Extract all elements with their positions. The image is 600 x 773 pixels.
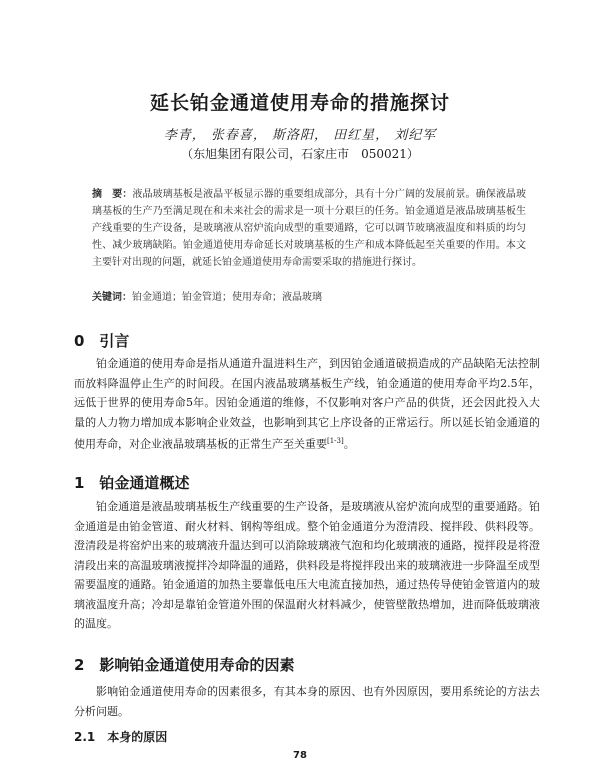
section-heading-overview: 1 铂金通道概述 (74, 474, 190, 492)
keywords (92, 291, 526, 305)
keywords-label: 关键词： (92, 292, 132, 303)
citation-ref: [1-3] (327, 437, 344, 445)
section-paragraph-factors: 影响铂金通道使用寿命的因素很多，有其本身的原因、也有外因原因，要用系统论的方法去分析问题。 (74, 685, 540, 718)
page-number: 78 (293, 750, 307, 761)
abstract (92, 186, 526, 271)
affiliation: （东旭集团有限公司，石家庄市 050021） (181, 147, 419, 161)
section-heading-factors: 2 影响铂金通道使用寿命的因素 (74, 656, 295, 674)
author-list: 李青， 张春喜， 斯洛阳， 田红星， 刘纪军 (163, 128, 437, 143)
section-paragraph-overview: 铂金通道是液晶玻璃基板生产线重要的生产设备，是玻璃液从窑炉流向成型的重要通路。铂金通道是由铂金管道、耐火材料、钢构等组成。整个铂金通道分为澄清段、搅拌段、供料段等。澄清段是将窑炉出来的玻璃液升温达到可以消除玻璃液气泡和均化玻璃液的通路，搅拌段是将澄清段出来的高温玻璃液搅拌冷却降温的通路，供料段是将搅拌段出来的玻璃液进一步降温至成型需要温度的通路。铂金通道的加热主要靠低电压大电流直接加热，通过热传导使铂金管道内的玻璃液温度升高；冷却是靠铂金管道外围的保温耐火材料减少，使管壁散热增加，进而降低玻璃液的温度。 (74, 500, 540, 630)
paper-title: 延长铂金通道使用寿命的措施探讨 (149, 92, 450, 114)
keywords-text: 铂金通道；铂金管道；使用寿命；液晶玻璃 (132, 292, 322, 303)
abstract-text: 液晶玻璃基板是液晶平板显示器的重要组成部分，具有十分广阔的发展前景。确保液晶玻璃基板的生产乃至满足现在和未来社会的需求是一项十分艰巨的任务。铂金通道是液晶玻璃基板生产线重要的生产设备，是玻璃液从窑炉流向成型的重要通路，它可以调节玻璃液温度和料质的均匀性、减少玻璃缺陷。铂金通道使用寿命延长对玻璃基板的生产和成本降低起至关重要的作用。本文主要针对出现的问题，就延长铂金通道使用寿命需要采取的措施进行探讨。 (92, 189, 527, 268)
intro-text: 铂金通道的使用寿命是指从通道升温进料生产，到因铂金通道破损造成的产品缺陷无法控制而放料降温停止生产的时间段。在国内液晶玻璃基板生产线，铂金通道的使用寿命平均2.5年，远低于世界的使用寿命5年。因铂金通道的维修，不仅影响对客户产品的供货，还会因此投入大量的人力物力增加成本影响企业效益，也影响到其它上序设备的正常运行。所以延长铂金通道的使用寿命，对企业液晶玻璃基板的正常生产至关重要 (74, 357, 540, 451)
subsection-heading-intrinsic: 2.1 本身的原因 (74, 730, 168, 744)
abstract-label: 摘 要： (92, 189, 133, 200)
section-heading-intro: 0 引言 (74, 332, 130, 350)
intro-end: 。 (343, 437, 355, 451)
section-paragraph-intro (74, 354, 540, 454)
